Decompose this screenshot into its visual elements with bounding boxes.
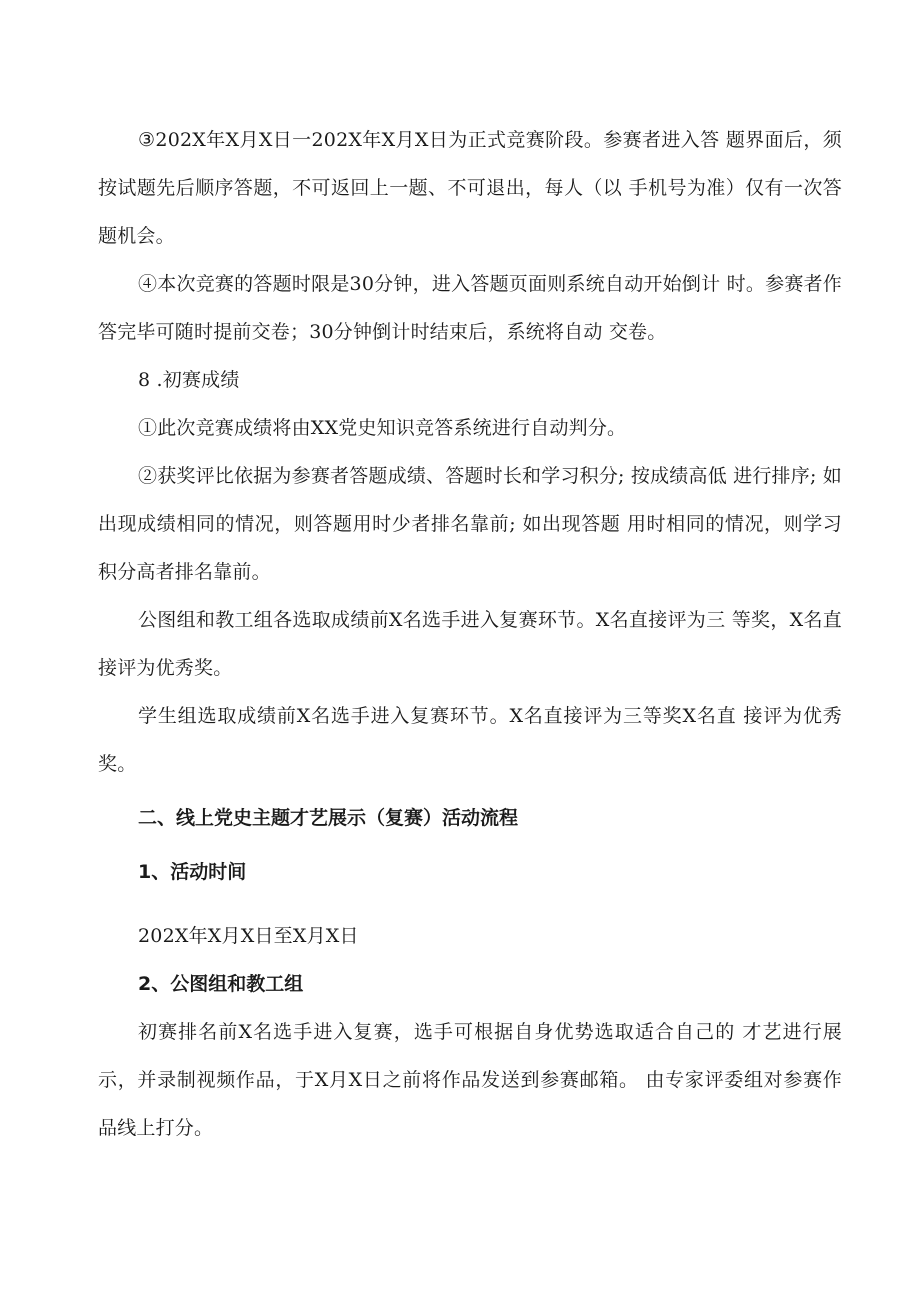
paragraph-preliminary-results-title: 8 .初赛成绩 [138,369,240,391]
paragraph-public-staff-groups: 公图组和教工组各选取成绩前X名选手进入复赛环节。X名直接评为三 等奖，X名直接评为优秀奖。 [98,609,842,679]
section-title: 二、线上党史主题才艺展示（复赛）活动流程 [138,807,519,829]
subsection-title-groups: 2、公图组和教工组 [138,973,304,995]
activity-date-range: 202X年X月X日至X月X日 [138,925,359,947]
paragraph-formal-competition: ③202X年X月X日一202X年X月X日为正式竞赛阶段。参赛者进入答 题界面后，须按试题先后顺序答题，不可返回上一题、不可退出，每人（以 手机号为准）仅有一次答题机会。 [98,129,842,247]
subsection-title-time: 1、活动时间 [138,861,247,883]
paragraph-time-limit: ④本次竞赛的答题时限是30分钟，进入答题页面则系统自动开始倒计 时。参赛者作答完毕可随时提前交卷；30分钟倒计时结束后，系统将自动 交卷。 [98,273,842,343]
paragraph-ranking-rules: ②获奖评比依据为参赛者答题成绩、答题时长和学习积分; 按成绩高低 进行排序; 如出现成绩相同的情况，则答题用时少者排名靠前; 如出现答题 用时相同的情况，则学习积分高者排名靠前。 [98,465,842,583]
paragraph-auto-grading: ①此次竞赛成绩将由XX党史知识竞答系统进行自动判分。 [138,417,627,439]
paragraph-student-group: 学生组选取成绩前X名选手进入复赛环节。X名直接评为三等奖X名直 接评为优秀奖。 [98,705,842,775]
spacer [98,896,842,912]
paragraph-semifinal-rules: 初赛排名前X名选手进入复赛，选手可根据自身优势选取适合自己的 才艺进行展示，并录制视频作品，于X月X日之前将作品发送到参赛邮箱。 由专家评委组对参赛作品线上打分。 [98,1021,842,1139]
document-body [98,116,842,1152]
